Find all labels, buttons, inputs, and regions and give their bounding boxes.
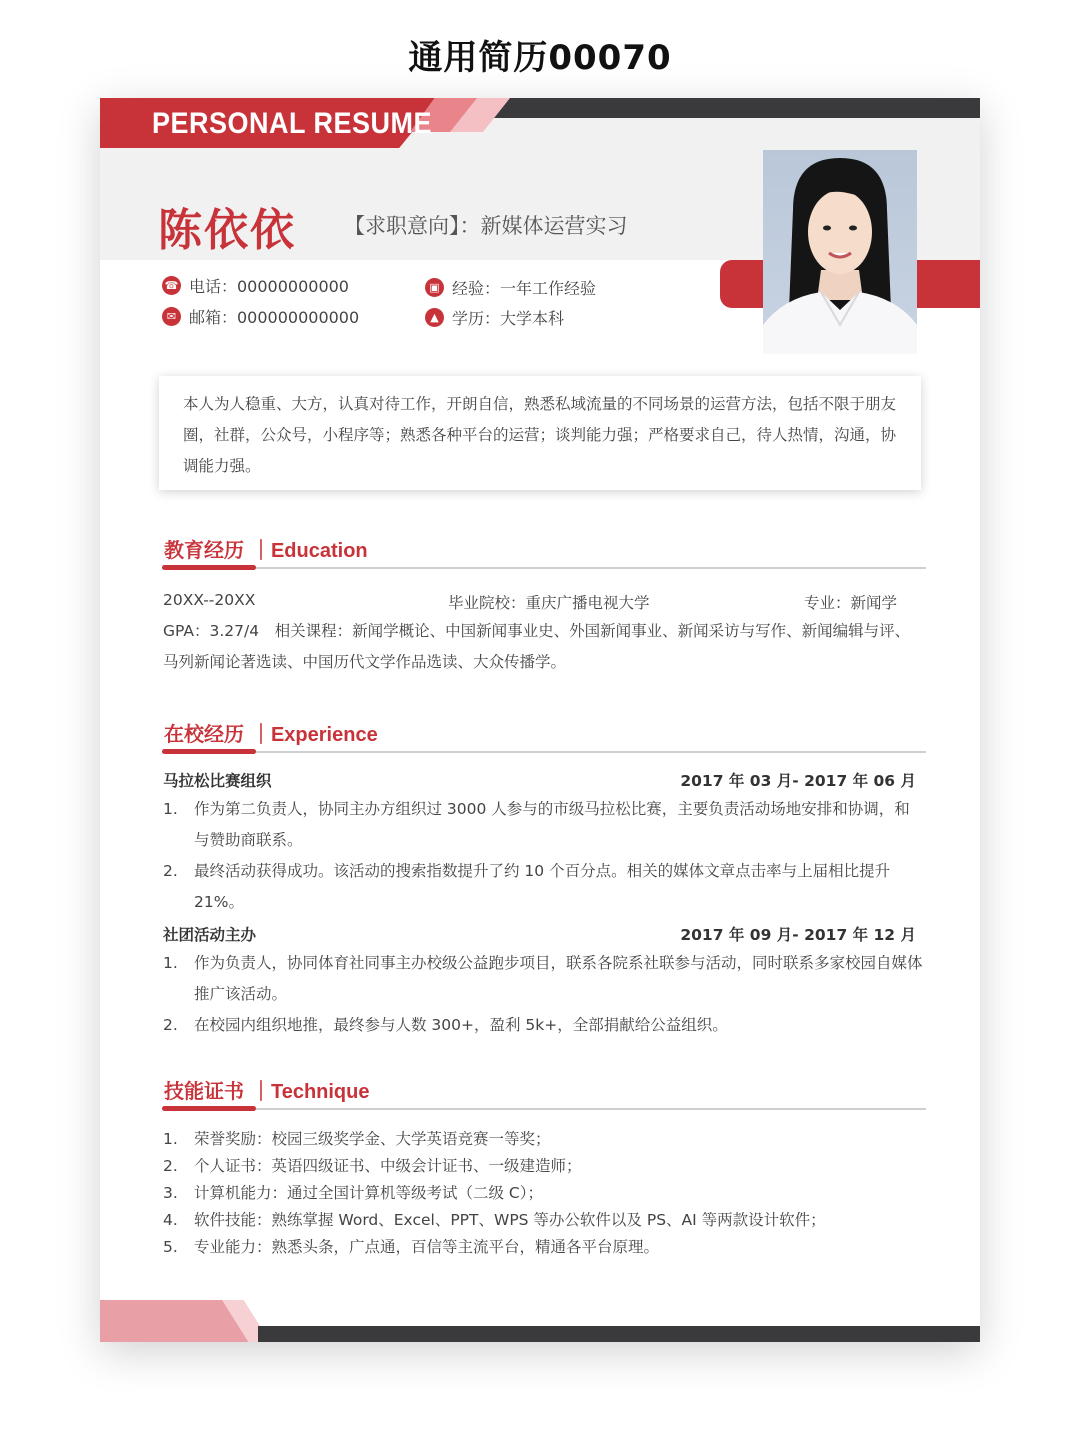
skills-title-cn: 技能证书 — [164, 1079, 244, 1103]
list-item — [163, 948, 923, 1010]
experience-section-title — [164, 718, 378, 747]
briefcase-icon: ▣ — [425, 278, 444, 297]
list-text: 专业能力：熟悉头条，广点通，百信等主流平台，精通各平台原理。 — [194, 1238, 660, 1256]
section-divider — [162, 751, 926, 753]
list-item — [163, 1234, 923, 1261]
list-item — [163, 794, 923, 856]
experience-info — [425, 276, 596, 299]
experience-item-points — [163, 794, 923, 918]
list-number: 2. — [163, 1016, 178, 1034]
education-major: 专业：新闻学 — [804, 594, 898, 612]
education-school: 毕业院校：重庆广播电视大学 — [448, 594, 650, 612]
bottom-dark-stripe — [258, 1326, 980, 1342]
section-divider — [162, 567, 926, 569]
experience-text: 经验：一年工作经验 — [452, 279, 597, 298]
education-details: GPA：3.27/4 相关课程：新闻学概论、中国新闻事业史、外国新闻事业、新闻采访与写作、新闻编辑与评、马列新闻论著选读、中国历代文学作品选读、大众传播学。 — [163, 622, 911, 671]
section-accent-bar — [162, 749, 256, 754]
experience-item-title: 社团活动主办 — [163, 926, 257, 944]
list-text: 作为第二负责人，协同主办方组织过 3000 人参与的市级马拉松比赛，主要负责活动场地安排和协调，和与赞助商联系。 — [194, 800, 910, 849]
list-text: 个人证书：英语四级证书、中级会计证书、一级建造师； — [194, 1157, 582, 1175]
education-period: 20XX--20XX — [163, 591, 256, 609]
experience-item-date: 2017 年 09 月- 2017 年 12 月 — [680, 926, 916, 944]
experience-title-en: ｜Experience — [250, 724, 378, 746]
email-info — [162, 305, 359, 328]
job-intent: 【求职意向】：新媒体运营实习 — [344, 214, 628, 238]
list-number: 1. — [163, 1130, 178, 1148]
list-item — [163, 1207, 923, 1234]
experience-item-title: 马拉松比赛组织 — [163, 772, 272, 790]
email-text: 邮箱：000000000000 — [189, 308, 360, 327]
skills-section-title — [164, 1075, 370, 1104]
list-item — [163, 1180, 923, 1207]
brand-title: PERSONAL RESUME — [152, 106, 433, 140]
education-text: 学历：大学本科 — [452, 309, 565, 328]
education-title-cn: 教育经历 — [164, 538, 244, 562]
list-number: 2. — [163, 862, 178, 880]
top-banner — [100, 98, 980, 148]
avatar — [763, 150, 917, 354]
experience-item-date: 2017 年 03 月- 2017 年 06 月 — [680, 772, 916, 790]
education-info — [425, 306, 564, 329]
phone-icon: ☎ — [162, 276, 181, 295]
candidate-name: 陈依依 — [158, 205, 296, 256]
section-accent-bar — [162, 565, 256, 570]
experience-title-cn: 在校经历 — [164, 722, 244, 746]
list-item — [163, 1126, 923, 1153]
graduation-cap-icon: ▲ — [425, 308, 444, 327]
page-title: 通用简历00070 — [408, 38, 672, 78]
skills-title-en: ｜Technique — [250, 1081, 370, 1103]
list-text: 最终活动获得成功。该活动的搜索指数提升了约 10 个百分点。相关的媒体文章点击率与上届相比提升 21%。 — [194, 862, 891, 911]
section-accent-bar — [162, 1106, 256, 1111]
education-section-title — [164, 534, 368, 563]
list-item — [163, 1153, 923, 1180]
list-item — [163, 856, 923, 918]
list-text: 作为负责人，协同体育社同事主办校级公益跑步项目，联系各院系社联参与活动，同时联系多家校园自媒体推广该活动。 — [194, 954, 923, 1003]
list-text: 荣誉奖励：校园三级奖学金、大学英语竞赛一等奖； — [194, 1130, 551, 1148]
list-number: 2. — [163, 1157, 178, 1175]
phone-info — [162, 274, 349, 297]
list-number: 5. — [163, 1238, 178, 1256]
education-title-en: ｜Education — [250, 540, 368, 562]
mail-icon: ✉ — [162, 307, 181, 326]
section-divider — [162, 1108, 926, 1110]
list-item — [163, 1010, 923, 1041]
list-text: 软件技能：熟练掌握 Word、Excel、PPT、WPS 等办公软件以及 PS、AI 等两款设计软件； — [194, 1211, 826, 1229]
phone-text: 电话：00000000000 — [189, 277, 349, 296]
portrait-image — [763, 150, 917, 354]
list-text: 计算机能力：通过全国计算机等级考试（二级 C）； — [194, 1184, 544, 1202]
list-number: 1. — [163, 800, 178, 818]
self-summary: 本人为人稳重、大方，认真对待工作，开朗自信，熟悉私域流量的不同场景的运营方法，包括不限于朋友圈，社群，公众号，小程序等；熟悉各种平台的运营；谈判能力强；严格要求自己，待人热情，沟通，协调能力强。 — [159, 376, 921, 490]
experience-item-points — [163, 948, 923, 1041]
list-number: 3. — [163, 1184, 178, 1202]
list-number: 4. — [163, 1211, 178, 1229]
list-number: 1. — [163, 954, 178, 972]
skills-list — [163, 1126, 923, 1261]
list-text: 在校园内组织地推，最终参与人数 300+，盈利 5k+，全部捐献给公益组织。 — [194, 1016, 728, 1034]
resume-sheet — [100, 98, 980, 1342]
